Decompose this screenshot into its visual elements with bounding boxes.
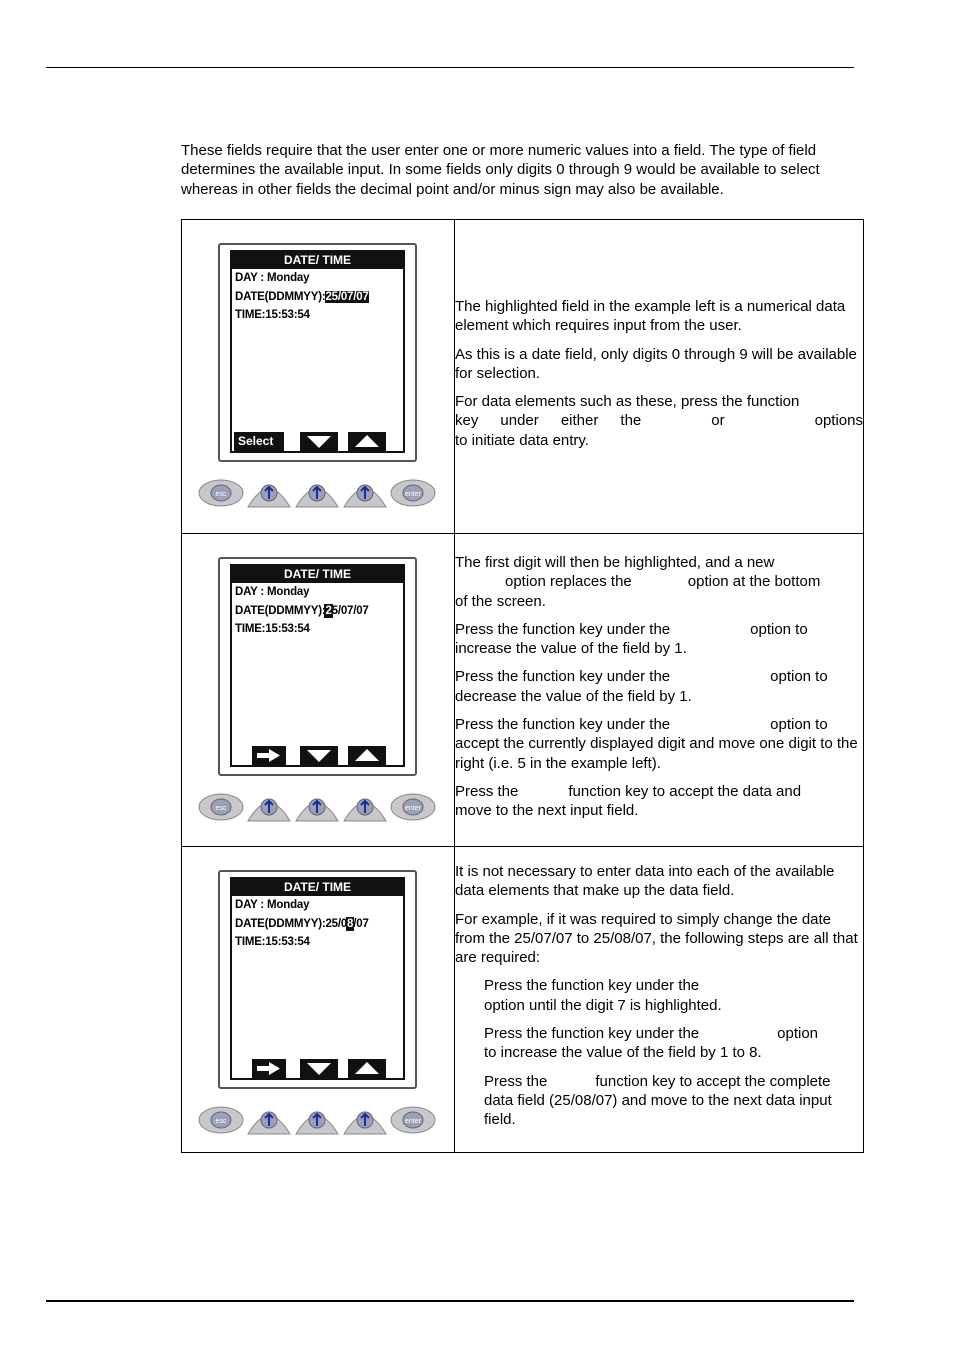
function-key-2[interactable] <box>294 791 340 823</box>
figure-cell-2 <box>182 534 455 847</box>
device-screen <box>218 557 417 776</box>
row2-paragraph-4: Press the function key under the option to accept the currently displayed digit and move one digit to the right (i.e. 5 in the example left). <box>455 716 858 772</box>
row3-paragraph-2: For example, if it was required to simply change the date from the 25/07/07 to 25/08/07, the following steps are all that are required: <box>455 910 858 967</box>
time-line: TIME:15:53:54 <box>235 309 310 321</box>
up-arrow-icon[interactable] <box>348 432 386 451</box>
function-key-2[interactable] <box>294 1104 340 1136</box>
device-screen <box>218 243 417 462</box>
down-arrow-icon[interactable] <box>300 432 338 451</box>
row3-paragraph-1: It is not necessary to enter data into each of the available data elements that make up the data field. <box>455 863 835 900</box>
lcd-display <box>230 250 405 453</box>
figure-cell-1 <box>182 220 455 534</box>
date-line <box>232 288 403 307</box>
keypad <box>198 1100 438 1140</box>
footer-rule <box>46 1300 854 1302</box>
date-value-highlighted[interactable]: 25/07/07 <box>325 290 369 303</box>
keypad <box>198 787 438 827</box>
device-figure-1 <box>182 220 454 533</box>
instruction-cell-3 <box>455 847 864 1153</box>
row3-step-3: Press the function key to accept the complete data field (25/08/07) and move to the next data input field. <box>484 1072 832 1129</box>
softkey-bar <box>232 745 403 765</box>
header-rule <box>46 67 854 68</box>
screen-title: DATE/ TIME <box>232 252 403 269</box>
screen-title: DATE/ TIME <box>232 566 403 583</box>
svg-text:enter: enter <box>405 491 421 498</box>
step-row-3 <box>182 847 864 1153</box>
highlighted-digit[interactable]: 2 <box>325 604 332 617</box>
esc-key[interactable] <box>198 791 244 823</box>
highlighted-digit[interactable]: 8 <box>347 917 354 930</box>
down-arrow-icon[interactable] <box>300 746 338 765</box>
row1-paragraph-1: The highlighted field in the example left is a numerical data element which requires input from the user. <box>455 298 846 335</box>
row2-paragraph-2: Press the function key under the option to increase the value of the field by 1. <box>455 620 808 658</box>
step-row-1 <box>182 220 864 534</box>
row2-paragraph-1: The first digit will then be highlighted, and a new option replaces the option at the bottom of the screen. <box>455 554 821 610</box>
device-figure-3 <box>182 847 454 1152</box>
function-key-1[interactable] <box>246 1104 292 1136</box>
device-screen <box>218 870 417 1089</box>
up-arrow-icon[interactable] <box>348 746 386 765</box>
row3-step-2: Press the function key under the option to increase the value of the field by 1 to 8. <box>484 1025 819 1062</box>
date-label: DATE(DDMMYY): <box>235 290 326 303</box>
keypad <box>198 473 438 513</box>
instruction-cell-1 <box>455 220 864 534</box>
function-key-1[interactable] <box>246 791 292 823</box>
up-arrow-icon[interactable] <box>348 1059 386 1078</box>
esc-key[interactable] <box>198 1104 244 1136</box>
day-line: DAY : Monday <box>235 272 310 284</box>
enter-key[interactable] <box>390 1104 436 1136</box>
enter-key[interactable] <box>390 791 436 823</box>
date-line: DATE(DDMMYY):25/08/07 <box>235 917 369 930</box>
row1-paragraph-3: For data elements such as these, press the function key under either the or options to initiate data entry. <box>455 393 863 449</box>
softkey-bar <box>232 431 403 451</box>
row1-paragraph-2: As this is a date field, only digits 0 through 9 will be available for selection. <box>455 345 857 382</box>
row3-step-1: Press the function key under the option until the digit 7 is highlighted. <box>484 977 722 1014</box>
softkey-bar <box>232 1058 403 1078</box>
step-row-2 <box>182 534 864 847</box>
function-key-2[interactable] <box>294 477 340 509</box>
intro-paragraph: These fields require that the user enter one or more numeric values into a field. The type of field determines the available input. In some fields only digits 0 through 9 would be available to select whereas in other fields the decimal point and/or minus sign may also be available. <box>181 142 820 198</box>
svg-text:enter: enter <box>405 1118 421 1125</box>
lcd-display <box>230 877 405 1080</box>
right-arrow-icon[interactable] <box>252 1059 286 1078</box>
day-line: DAY : Monday <box>235 586 310 598</box>
function-key-3[interactable] <box>342 791 388 823</box>
function-key-3[interactable] <box>342 477 388 509</box>
svg-text:esc: esc <box>215 491 227 498</box>
function-key-1[interactable] <box>246 477 292 509</box>
row2-paragraph-5: Press the function key to accept the data and move to the next input field. <box>455 782 802 820</box>
row2-paragraph-3: Press the function key under the option to decrease the value of the field by 1. <box>455 668 828 705</box>
svg-text:esc: esc <box>215 1118 227 1125</box>
day-line: DAY : Monday <box>235 899 310 911</box>
esc-key[interactable] <box>198 477 244 509</box>
down-arrow-icon[interactable] <box>300 1059 338 1078</box>
steps-table <box>181 219 864 1153</box>
date-line: DATE(DDMMYY):25/07/07 <box>235 604 369 617</box>
svg-text:enter: enter <box>405 805 421 812</box>
figure-cell-3 <box>182 847 455 1153</box>
time-line: TIME:15:53:54 <box>235 936 310 948</box>
time-line: TIME:15:53:54 <box>235 623 310 635</box>
device-figure-2 <box>182 534 454 846</box>
function-key-3[interactable] <box>342 1104 388 1136</box>
svg-text:esc: esc <box>215 805 227 812</box>
enter-key[interactable] <box>390 477 436 509</box>
instruction-cell-2 <box>455 534 864 847</box>
select-softkey[interactable]: Select <box>234 432 284 451</box>
right-arrow-icon[interactable] <box>252 746 286 765</box>
lcd-display <box>230 564 405 767</box>
screen-title: DATE/ TIME <box>232 879 403 896</box>
